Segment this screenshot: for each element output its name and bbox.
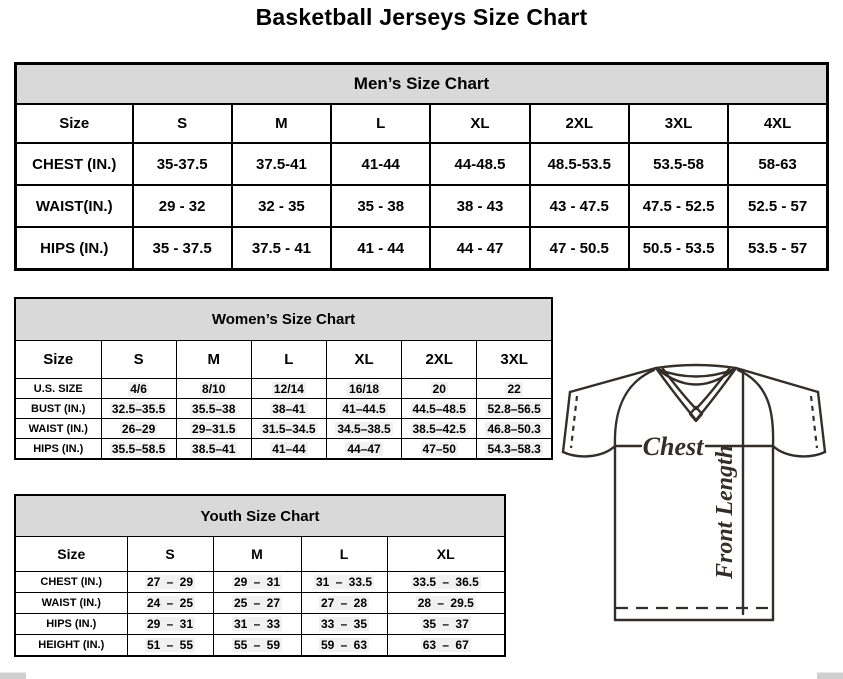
size-value	[301, 593, 387, 614]
size-value	[176, 439, 251, 460]
column-header: Size	[15, 341, 101, 379]
size-value-text: 34.5–38.5	[337, 421, 391, 436]
size-value-text: 35.5–38	[192, 401, 236, 416]
size-value-text: 52.8–56.5	[487, 401, 541, 416]
size-value	[387, 572, 505, 593]
table-header-row	[15, 537, 505, 572]
table-row	[15, 379, 552, 399]
size-value-text: 12/14	[273, 381, 304, 396]
column-header: 3XL	[477, 341, 552, 379]
size-value: 35-37.5	[133, 143, 232, 185]
column-header: Size	[16, 104, 133, 143]
row-label: U.S. SIZE	[15, 379, 101, 399]
size-value	[127, 572, 213, 593]
size-value	[251, 419, 326, 439]
size-value	[101, 439, 176, 460]
size-value	[402, 379, 477, 399]
size-value: 53.5 - 57	[728, 227, 827, 270]
youth-table-title: Youth Size Chart	[15, 495, 505, 537]
size-value-text: 25 – 27	[233, 596, 281, 610]
size-value-text: 29–31.5	[192, 421, 236, 436]
jersey-outline	[563, 365, 825, 620]
column-header: L	[251, 341, 326, 379]
size-value-text: 35.5–58.5	[111, 441, 166, 456]
row-label: HEIGHT (IN.)	[15, 635, 127, 657]
size-value-text: 29 – 31	[146, 617, 194, 631]
table-header-row	[16, 104, 828, 143]
size-value: 44 - 47	[430, 227, 529, 270]
size-value-text: 44–47	[347, 441, 381, 456]
column-header: Size	[15, 537, 127, 572]
size-value: 41-44	[331, 143, 430, 185]
column-header: XL	[387, 537, 505, 572]
size-value: 47 - 50.5	[530, 227, 629, 270]
size-value-text: 63 – 67	[422, 638, 469, 652]
size-value: 43 - 47.5	[530, 185, 629, 227]
size-value	[127, 614, 213, 635]
mens-size-table	[14, 62, 829, 271]
jersey-dashed-details	[571, 396, 817, 608]
front-length-label: Front Length	[712, 444, 738, 580]
size-value	[387, 593, 505, 614]
size-value-text: 24 – 25	[146, 596, 194, 610]
size-value	[101, 419, 176, 439]
size-value-text: 33.5 – 36.5	[412, 575, 479, 589]
size-value	[326, 439, 401, 460]
size-value-text: 27 – 29	[146, 575, 194, 589]
size-value: 50.5 - 53.5	[629, 227, 728, 270]
row-label: WAIST (IN.)	[15, 419, 101, 439]
size-value-text: 27 – 28	[320, 596, 368, 610]
size-value	[326, 379, 401, 399]
row-label: CHEST (IN.)	[15, 572, 127, 593]
size-value-text: 41–44.5	[342, 401, 386, 416]
size-value: 48.5-53.5	[530, 143, 629, 185]
size-value	[176, 419, 251, 439]
size-value	[176, 399, 251, 419]
size-value-text: 35 – 37	[422, 617, 469, 631]
column-header: L	[331, 104, 430, 143]
column-header: L	[301, 537, 387, 572]
left-cuff-dashed-line	[571, 396, 577, 448]
size-value	[176, 379, 251, 399]
table-section-row	[16, 64, 828, 105]
row-label: WAIST (IN.)	[15, 593, 127, 614]
size-value	[127, 635, 213, 657]
size-value: 38 - 43	[430, 185, 529, 227]
size-value: 52.5 - 57	[728, 185, 827, 227]
size-value	[477, 439, 552, 460]
table-header-row	[15, 341, 552, 379]
size-value-text: 29 – 31	[233, 575, 281, 589]
size-value	[477, 379, 552, 399]
size-value	[387, 614, 505, 635]
column-header: S	[101, 341, 176, 379]
row-label: WAIST(IN.)	[16, 185, 133, 227]
table-row	[16, 143, 828, 185]
column-header: S	[127, 537, 213, 572]
youth-size-table	[14, 494, 506, 657]
size-value-text: 28 – 29.5	[417, 596, 474, 610]
column-header: 2XL	[402, 341, 477, 379]
jersey-labels	[643, 432, 738, 580]
size-value: 53.5-58	[629, 143, 728, 185]
size-value	[477, 399, 552, 419]
scrollbar-fragment-left[interactable]	[0, 672, 26, 679]
size-value-text: 31 – 33	[233, 617, 281, 631]
column-header: M	[213, 537, 301, 572]
size-value	[251, 379, 326, 399]
column-header: M	[176, 341, 251, 379]
size-value	[101, 379, 176, 399]
size-value-text: 22	[507, 381, 521, 396]
column-header: XL	[326, 341, 401, 379]
row-label: HIPS (IN.)	[15, 439, 101, 460]
size-value-text: 16/18	[349, 381, 380, 396]
table-row	[15, 635, 505, 657]
size-value-text: 31 – 33.5	[315, 575, 373, 589]
size-value: 37.5 - 41	[232, 227, 331, 270]
row-label: HIPS (IN.)	[16, 227, 133, 270]
collar-top-line	[656, 365, 736, 368]
row-label: HIPS (IN.)	[15, 614, 127, 635]
table-section-row	[15, 298, 552, 341]
size-value	[251, 439, 326, 460]
size-value	[301, 572, 387, 593]
size-value	[127, 593, 213, 614]
size-value-text: 32.5–35.5	[111, 401, 166, 416]
size-value: 32 - 35	[232, 185, 331, 227]
size-value-text: 54.3–58.3	[487, 441, 541, 456]
column-header: 2XL	[530, 104, 629, 143]
size-value-text: 44.5–48.5	[412, 401, 466, 416]
right-shoulder	[736, 368, 818, 392]
size-value	[477, 419, 552, 439]
size-value-text: 8/10	[202, 381, 226, 396]
size-value-text: 33 – 35	[320, 617, 368, 631]
size-value-text: 38–41	[272, 401, 306, 416]
size-value: 35 - 37.5	[133, 227, 232, 270]
size-value	[402, 419, 477, 439]
size-value	[213, 593, 301, 614]
size-value-text: 47–50	[422, 441, 456, 456]
size-value: 58-63	[728, 143, 827, 185]
womens-table-title: Women’s Size Chart	[15, 298, 552, 341]
size-value	[213, 635, 301, 657]
row-label: CHEST (IN.)	[16, 143, 133, 185]
size-value	[387, 635, 505, 657]
column-header: M	[232, 104, 331, 143]
size-value-text: 4/6	[130, 381, 147, 396]
jersey-measurement-diagram	[560, 362, 842, 626]
size-value-text: 20	[432, 381, 446, 396]
size-value: 29 - 32	[133, 185, 232, 227]
mens-table-title: Men’s Size Chart	[16, 64, 828, 105]
size-value-text: 38.5–41	[192, 441, 236, 456]
table-row	[15, 593, 505, 614]
size-value-text: 31.5–34.5	[262, 421, 316, 436]
size-value-text: 55 – 59	[233, 638, 281, 652]
table-row	[15, 399, 552, 419]
left-shoulder	[570, 368, 656, 392]
column-header: S	[133, 104, 232, 143]
size-value	[326, 419, 401, 439]
right-cuff-dashed-line	[811, 396, 817, 448]
size-value	[301, 635, 387, 657]
row-label: BUST (IN.)	[15, 399, 101, 419]
size-value	[101, 399, 176, 419]
table-row	[15, 419, 552, 439]
right-sleeve-cuff	[818, 392, 825, 452]
size-value: 37.5-41	[232, 143, 331, 185]
size-value-text: 59 – 63	[320, 638, 368, 652]
size-value: 35 - 38	[331, 185, 430, 227]
table-row	[15, 614, 505, 635]
size-value	[301, 614, 387, 635]
table-row	[15, 572, 505, 593]
size-value	[213, 572, 301, 593]
page-title: Basketball Jerseys Size Chart	[255, 4, 588, 30]
table-section-row	[15, 495, 505, 537]
size-value	[402, 439, 477, 460]
chest-label: Chest	[642, 432, 704, 461]
size-value-text: 38.5–42.5	[412, 421, 466, 436]
size-value	[251, 399, 326, 419]
table-row	[15, 439, 552, 460]
size-value-text: 51 – 55	[146, 638, 194, 652]
column-header: 4XL	[728, 104, 827, 143]
size-value	[213, 614, 301, 635]
womens-size-table	[14, 297, 553, 460]
size-value: 44-48.5	[430, 143, 529, 185]
table-row	[16, 185, 828, 227]
column-header: 3XL	[629, 104, 728, 143]
size-value: 41 - 44	[331, 227, 430, 270]
column-header: XL	[430, 104, 529, 143]
size-value-text: 26–29	[121, 421, 156, 436]
scrollbar-fragment-right[interactable]	[817, 672, 843, 679]
size-value: 47.5 - 52.5	[629, 185, 728, 227]
size-value-text: 46.8–50.3	[487, 421, 541, 436]
size-value-text: 41–44	[272, 441, 306, 456]
size-value	[402, 399, 477, 419]
table-row	[16, 227, 828, 270]
size-value	[326, 399, 401, 419]
left-sleeve-cuff	[563, 392, 570, 452]
